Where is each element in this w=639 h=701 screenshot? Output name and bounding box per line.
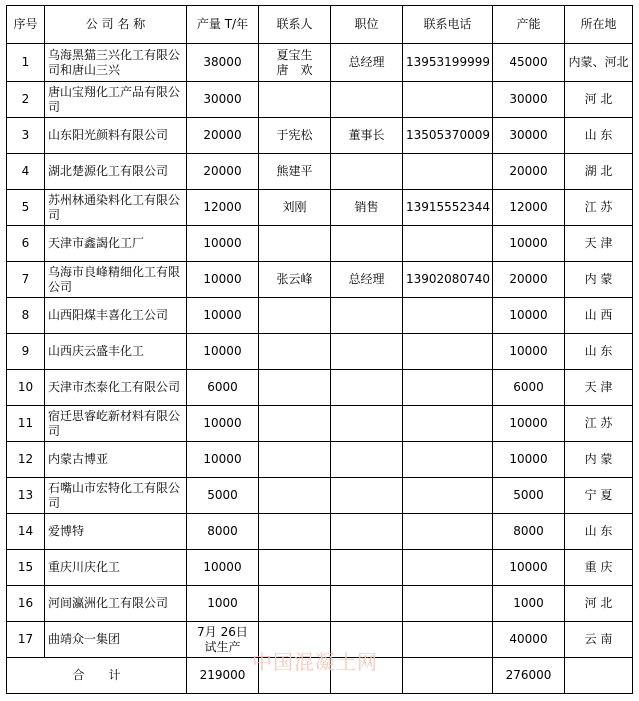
output-cell: 10000: [187, 298, 259, 334]
table-row: [7, 44, 633, 82]
location-cell: 山 东: [565, 334, 633, 370]
phone-cell: [403, 550, 493, 586]
output-cell: 5000: [187, 478, 259, 514]
location-cell: 内 蒙: [565, 262, 633, 298]
capacity-cell: 30000: [493, 118, 565, 154]
company-name: 内蒙古博亚: [45, 442, 187, 478]
position-cell: [331, 514, 403, 550]
contact-cell: 熊建平: [259, 154, 331, 190]
contact-cell: 夏宝生 唐 欢: [259, 44, 331, 82]
position-cell: [331, 298, 403, 334]
contact-cell: [259, 586, 331, 622]
row-number: 6: [7, 226, 45, 262]
position-cell: [331, 154, 403, 190]
company-name: 爱博特: [45, 514, 187, 550]
output-cell: 20000: [187, 154, 259, 190]
company-name: 苏州林通染料化工有限公司: [45, 190, 187, 226]
header-no: 序号: [7, 6, 45, 44]
row-number: 4: [7, 154, 45, 190]
contact-cell: 刘刚: [259, 190, 331, 226]
company-name: 宿迁思睿屹新材料有限公司: [45, 406, 187, 442]
row-number: 5: [7, 190, 45, 226]
total-label: 合 计: [7, 658, 187, 694]
output-cell: 10000: [187, 334, 259, 370]
position-cell: [331, 82, 403, 118]
total-output: 219000: [187, 658, 259, 694]
total-capacity: 276000: [493, 658, 565, 694]
company-name: 重庆川庆化工: [45, 550, 187, 586]
phone-cell: 13915552344: [403, 190, 493, 226]
capacity-cell: 10000: [493, 334, 565, 370]
header-location: 所在地: [565, 6, 633, 44]
contact-cell: [259, 82, 331, 118]
location-cell: 河 北: [565, 82, 633, 118]
output-cell: 1000: [187, 586, 259, 622]
position-cell: [331, 442, 403, 478]
capacity-cell: 30000: [493, 82, 565, 118]
location-cell: 宁 夏: [565, 478, 633, 514]
row-number: 15: [7, 550, 45, 586]
company-name: 乌海黑猫三兴化工有限公司和唐山三兴: [45, 44, 187, 82]
contact-cell: [259, 514, 331, 550]
row-number: 8: [7, 298, 45, 334]
header-capacity: 产能: [493, 6, 565, 44]
company-name: 天津市杰泰化工有限公司: [45, 370, 187, 406]
location-cell: 内 蒙: [565, 442, 633, 478]
company-name: 天津市鑫謁化工厂: [45, 226, 187, 262]
table-row: [7, 334, 633, 370]
row-number: 1: [7, 44, 45, 82]
location-cell: 天 津: [565, 226, 633, 262]
contact-cell: [259, 334, 331, 370]
output-cell: 38000: [187, 44, 259, 82]
position-cell: [331, 406, 403, 442]
row-number: 3: [7, 118, 45, 154]
phone-cell: [403, 586, 493, 622]
header-row: [7, 6, 633, 44]
header-output: 产量 T/年: [187, 6, 259, 44]
table-row: [7, 370, 633, 406]
contact-cell: [259, 478, 331, 514]
location-cell: 江 苏: [565, 406, 633, 442]
phone-cell: 13902080740: [403, 262, 493, 298]
capacity-cell: 10000: [493, 442, 565, 478]
header-phone: 联系电话: [403, 6, 493, 44]
position-cell: [331, 226, 403, 262]
position-cell: [331, 586, 403, 622]
output-cell: 10000: [187, 442, 259, 478]
header-company: 公 司 名 称: [45, 6, 187, 44]
contact-cell: [259, 550, 331, 586]
capacity-cell: 10000: [493, 550, 565, 586]
position-cell: 董事长: [331, 118, 403, 154]
row-number: 17: [7, 622, 45, 658]
capacity-cell: 8000: [493, 514, 565, 550]
table-row: [7, 298, 633, 334]
position-cell: [331, 334, 403, 370]
capacity-cell: 20000: [493, 262, 565, 298]
table-row: [7, 118, 633, 154]
row-number: 2: [7, 82, 45, 118]
row-number: 10: [7, 370, 45, 406]
table-row: [7, 442, 633, 478]
table-row: [7, 226, 633, 262]
contact-cell: [259, 406, 331, 442]
table-row: [7, 154, 633, 190]
company-name: 乌海市良峰精细化工有限公司: [45, 262, 187, 298]
phone-cell: 13953199999: [403, 44, 493, 82]
company-name: 河间瀛洲化工有限公司: [45, 586, 187, 622]
company-name: 湖北楚源化工有限公司: [45, 154, 187, 190]
table-row: [7, 406, 633, 442]
capacity-cell: 20000: [493, 154, 565, 190]
phone-cell: [403, 622, 493, 658]
position-cell: 销售: [331, 190, 403, 226]
phone-cell: [403, 226, 493, 262]
location-cell: 云 南: [565, 622, 633, 658]
capacity-cell: 10000: [493, 406, 565, 442]
location-cell: 河 北: [565, 586, 633, 622]
phone-cell: [403, 82, 493, 118]
table-row: [7, 586, 633, 622]
location-cell: 湖 北: [565, 154, 633, 190]
table-row: [7, 514, 633, 550]
row-number: 12: [7, 442, 45, 478]
output-cell: 10000: [187, 226, 259, 262]
header-position: 职位: [331, 6, 403, 44]
phone-cell: [403, 334, 493, 370]
output-cell: 10000: [187, 550, 259, 586]
contact-cell: [259, 442, 331, 478]
table-row: [7, 82, 633, 118]
phone-cell: [403, 370, 493, 406]
row-number: 14: [7, 514, 45, 550]
output-cell: 6000: [187, 370, 259, 406]
position-cell: [331, 550, 403, 586]
position-cell: 总经理: [331, 262, 403, 298]
capacity-cell: 12000: [493, 190, 565, 226]
location-cell: 天 津: [565, 370, 633, 406]
company-name: 唐山宝翔化工产品有限公司: [45, 82, 187, 118]
watermark: 中国混凝土网: [252, 650, 378, 674]
location-cell: 江 苏: [565, 190, 633, 226]
capacity-cell: 10000: [493, 226, 565, 262]
company-name: 曲靖众一集团: [45, 622, 187, 658]
phone-cell: [403, 514, 493, 550]
phone-cell: 13505370009: [403, 118, 493, 154]
location-cell: 内蒙、河北: [565, 44, 633, 82]
location-cell: 山 西: [565, 298, 633, 334]
contact-cell: 张云峰: [259, 262, 331, 298]
output-cell: 20000: [187, 118, 259, 154]
output-cell: 10000: [187, 262, 259, 298]
contact-cell: 于宪松: [259, 118, 331, 154]
capacity-cell: 5000: [493, 478, 565, 514]
output-cell: 7月 26日 试生产: [187, 622, 259, 658]
row-number: 16: [7, 586, 45, 622]
company-name: 山西庆云盛丰化工: [45, 334, 187, 370]
position-cell: [331, 478, 403, 514]
location-cell: 重 庆: [565, 550, 633, 586]
contact-cell: [259, 370, 331, 406]
row-number: 11: [7, 406, 45, 442]
position-cell: [331, 370, 403, 406]
capacity-cell: 45000: [493, 44, 565, 82]
phone-cell: [403, 442, 493, 478]
capacity-cell: 40000: [493, 622, 565, 658]
company-table: [6, 5, 633, 694]
header-contact: 联系人: [259, 6, 331, 44]
output-cell: 12000: [187, 190, 259, 226]
location-cell: 山 东: [565, 514, 633, 550]
table-row: [7, 478, 633, 514]
phone-cell: [403, 478, 493, 514]
contact-cell: [259, 298, 331, 334]
table-row: [7, 190, 633, 226]
capacity-cell: 1000: [493, 586, 565, 622]
row-number: 7: [7, 262, 45, 298]
company-name: 山东阳光颜料有限公司: [45, 118, 187, 154]
output-cell: 8000: [187, 514, 259, 550]
position-cell: 总经理: [331, 44, 403, 82]
capacity-cell: 10000: [493, 298, 565, 334]
output-cell: 30000: [187, 82, 259, 118]
row-number: 13: [7, 478, 45, 514]
table-row: [7, 262, 633, 298]
total-empty-cell: [565, 658, 633, 694]
company-name: 山西阳煤丰喜化工公司: [45, 298, 187, 334]
phone-cell: [403, 298, 493, 334]
row-number: 9: [7, 334, 45, 370]
capacity-cell: 6000: [493, 370, 565, 406]
contact-cell: [259, 226, 331, 262]
phone-cell: [403, 406, 493, 442]
location-cell: 山 东: [565, 118, 633, 154]
phone-cell: [403, 154, 493, 190]
output-cell: 10000: [187, 406, 259, 442]
total-empty-cell: [403, 658, 493, 694]
table-row: [7, 550, 633, 586]
company-name: 石嘴山市宏特化工有限公司: [45, 478, 187, 514]
